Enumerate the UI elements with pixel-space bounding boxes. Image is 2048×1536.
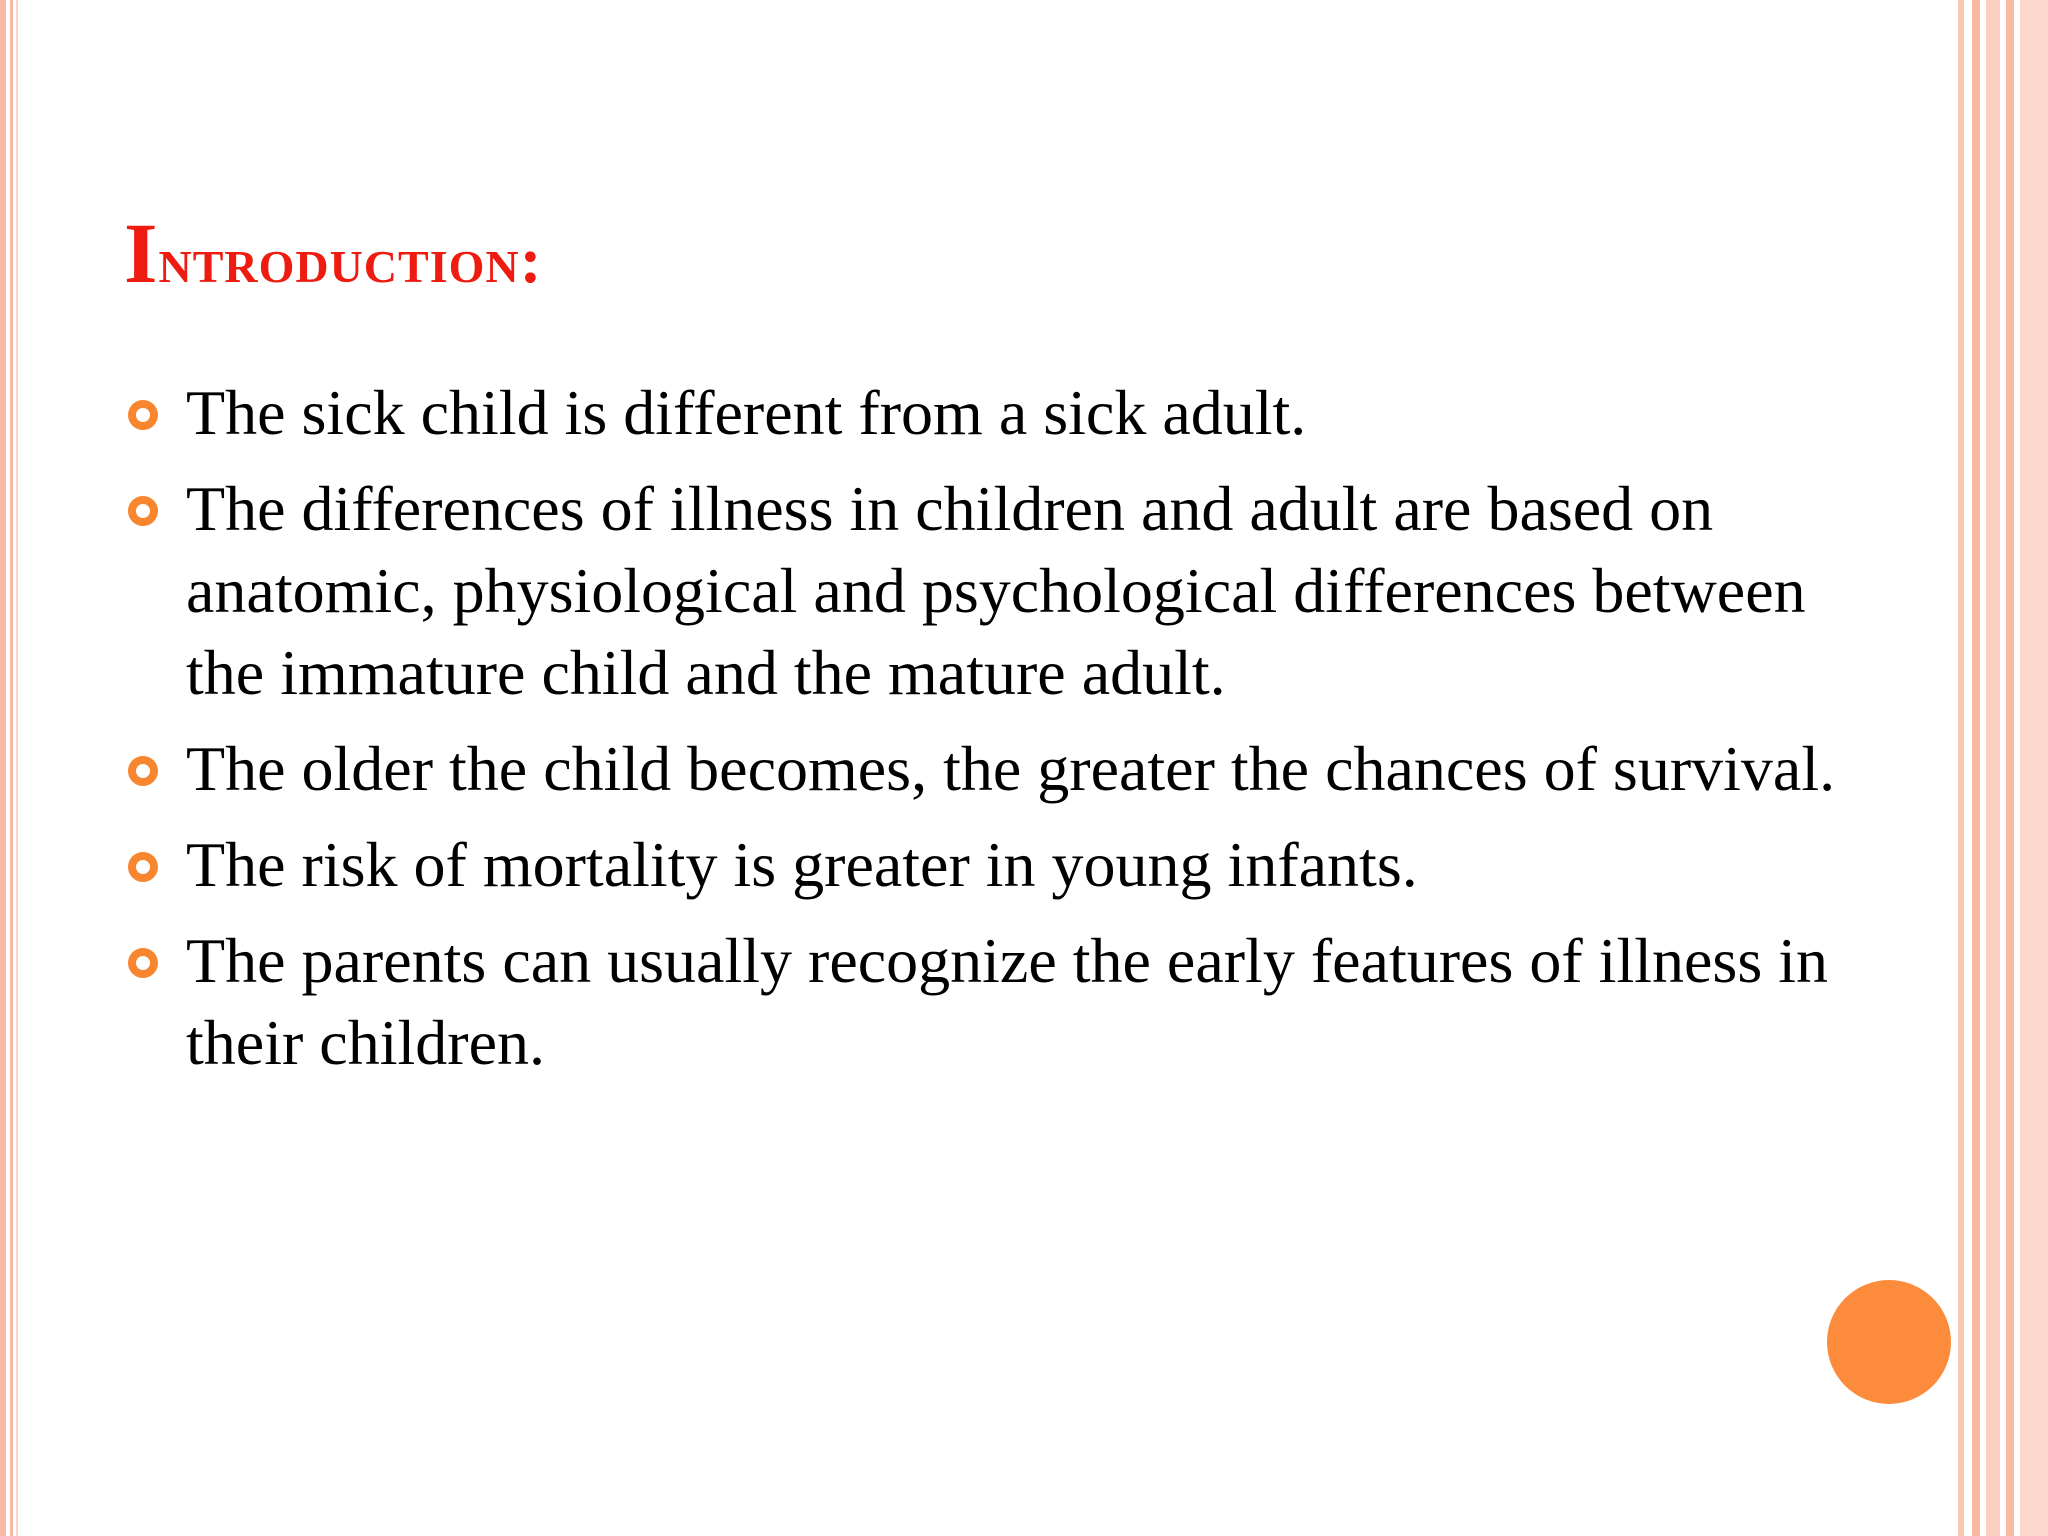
right-border-stripe	[1972, 0, 1980, 1536]
hollow-circle-bullet-icon	[128, 852, 158, 882]
right-border-stripe	[2020, 0, 2048, 1536]
left-border-stripe	[0, 0, 6, 1536]
hollow-circle-bullet-icon	[128, 948, 158, 978]
slide-title-initial: I	[124, 205, 159, 301]
bullet-item	[128, 920, 1868, 1084]
bullet-text: The parents can usually recognize the early features of illness in their children.	[186, 925, 1828, 1078]
bullet-text: The older the child becomes, the greater the chances of survival.	[186, 733, 1836, 804]
right-border-stripe	[1986, 0, 2000, 1536]
hollow-circle-bullet-icon	[128, 496, 158, 526]
bullet-item	[128, 372, 1868, 454]
bullet-text: The differences of illness in children and adult are based on anatomic, physiological and psychological differences between the immature child and the mature adult.	[186, 473, 1806, 708]
bullet-item	[128, 468, 1868, 714]
left-border-stripe	[16, 0, 18, 1536]
right-border-stripe	[1958, 0, 1964, 1536]
right-border-stripe	[2006, 0, 2014, 1536]
left-border-stripe	[10, 0, 13, 1536]
orange-circle-decoration	[1827, 1280, 1951, 1404]
bullet-list	[128, 372, 1868, 1098]
slide-title-rest: ntroduction:	[158, 224, 543, 297]
bullet-item	[128, 728, 1868, 810]
slide-title	[124, 205, 543, 301]
bullet-text: The sick child is different from a sick adult.	[186, 377, 1307, 448]
hollow-circle-bullet-icon	[128, 400, 158, 430]
bullet-text: The risk of mortality is greater in young infants.	[186, 829, 1418, 900]
hollow-circle-bullet-icon	[128, 756, 158, 786]
bullet-item	[128, 824, 1868, 906]
